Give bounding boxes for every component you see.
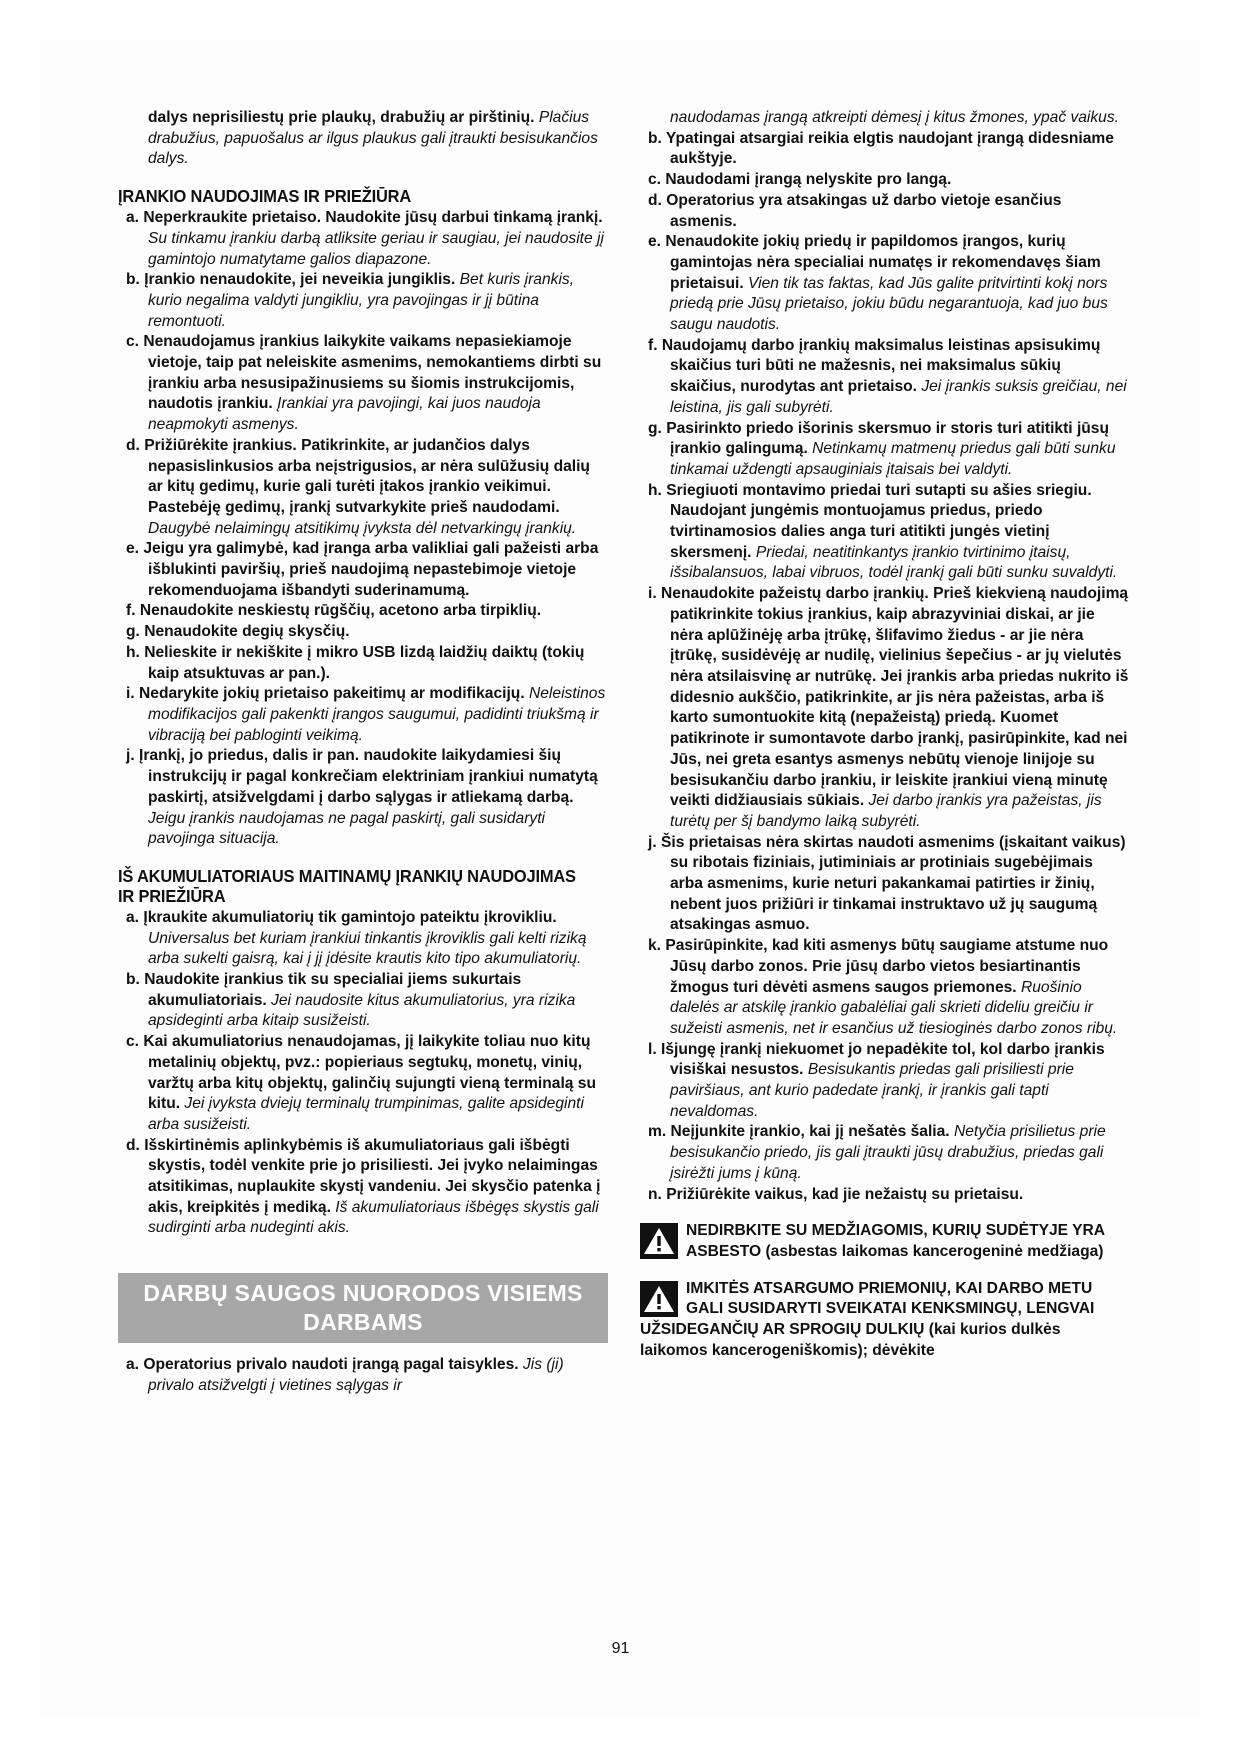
section-banner: DARBŲ SAUGOS NUORODOS VISIEMS DARBAMS bbox=[118, 1273, 608, 1343]
list-item: b. Ypatingai atsargiai reikia elgtis naudojant įrangą didesniame aukštyje. bbox=[648, 129, 1114, 168]
list-item: g. Nenaudokite degių skysčių. bbox=[126, 623, 350, 641]
list-item: l. Išjungę įrankį niekuomet jo nepadėkite tol, kol darbo įrankis visiškai nesustos. Besisukantis priedas gali prisiliesti prie paviršiaus, ant kurio padedate įrankį, ir įrankis gali tapti nevaldomas. bbox=[648, 1040, 1105, 1120]
list-item: a. Įkraukite akumuliatorių tik gamintojo pateiktu įkrovikliu. Universalus bet kuriam įrankiui tinkantis įkroviklis gali kelti riziką arba sukelti gaisrą, kai į jį įdėsite krautis kito tipo akumuliatorių. bbox=[126, 908, 587, 968]
list-item: c. Nenaudojamus įrankius laikykite vaikams nepasiekiamoje vietoje, taip pat neleiskite asmenims, nemokantiems dirbti su įrankiu arba nesusipažinusiems su šiomis instrukcijomis, naudotis įrankiu. Įrankiai yra pavojingi, kai juos naudoja neapmokyti asmenys. bbox=[126, 333, 602, 434]
list-item: c. Kai akumuliatorius nenaudojamas, jį laikykite toliau nuo kitų metalinių objektų, pvz.: popieriaus segtukų, monetų, vinių, varžtų arba kitų objektų, galinčių sujungti vieną terminalą su kitu. Jei įvyksta dviejų terminalų trumpinimas, galite apsideginti arba susižeisti. bbox=[126, 1033, 596, 1133]
list-item: g. Pasirinkto priedo išorinis skersmuo ir storis turi atitikti jūsų įrankio galingumą. Netinkamų matmenų priedus gali būti sunku tinkamai uždengti apsauginiais įtaisais bei valdyti. bbox=[648, 419, 1116, 478]
section2-list bbox=[118, 908, 608, 1239]
list-item: e. Jeigu yra galimybė, kad įranga arba valikliai gali pažeisti arba išblukinti paviršių, prieš naudojimą nepastebimoje vietoje rekomenduojama išbandyti suderinamumą. bbox=[126, 540, 599, 599]
list-item: a. Operatorius privalo naudoti įrangą pagal taisykles. Jis (ji) privalo atsižvelgti į vietines sąlygas ir bbox=[126, 1356, 564, 1394]
right-list bbox=[640, 129, 1130, 1206]
list-item: d. Prižiūrėkite įrankius. Patikrinkite, ar judančios dalys nepasislinkusios arba neįstrigusios, ar nėra sulūžusių dalių ar kitų gedimų, kurie gali turėti įtakos įrankio veikimui. Pastebėję gedimų, įrankį sutvarkykite prieš naudodami. Daugybė nelaimingų atsitikimų įvyksta dėl netvarkingų įrankių. bbox=[126, 436, 590, 537]
list-item: b. Įrankio nenaudokite, jei neveikia jungiklis. Bet kuris įrankis, kurio negalima valdyti jungikliu, yra pavojingas ir jį būtina remontuoti. bbox=[126, 271, 575, 330]
list-item: b. Naudokite įrankius tik su specialiai jiems sukurtais akumuliatoriais. Jei naudosite kitus akumuliatorius, yra rizika apsideginti arba kitaip susižeisti. bbox=[126, 971, 576, 1030]
page-number: 91 bbox=[611, 1640, 630, 1657]
warning-triangle-icon bbox=[640, 1223, 678, 1259]
section-title-battery-tools: IŠ AKUMULIATORIAUS MAITINAMŲ ĮRANKIŲ NAUDOJIMAS IR PRIEŽIŪRA bbox=[118, 865, 576, 906]
list-item: k. Pasirūpinkite, kad kiti asmenys būtų saugiame atstume nuo Jūsų darbo zonos. Prie jūsų darbo vietos besiartinantis žmogus turi dėvėti asmens saugos priemones. Ruošinio dalelės ar atskilę įrankio gabalėliai gali skrieti dideliu greičiu ir sužeisti asmenis, net ir esančius už tiesioginės darbo zonos ribų. bbox=[648, 937, 1118, 1037]
list-item: i. Nedarykite jokių prietaiso pakeitimų ar modifikacijų. Neleistinos modifikacijos gali pakenkti įrangos saugumui, padidinti triukšmą ir vibraciją bei pabloginti veikimą. bbox=[126, 685, 606, 744]
warning-triangle-icon bbox=[640, 1281, 678, 1317]
list-item: i. Nenaudokite pažeistų darbo įrankių. Prieš kiekvieną naudojimą patikrinkite tokius įrankius, kaip abrazyviniai diskai, ar jie nėra aplūžinėję arba įtrūkę, šlifavimo žiedus - ar jie nėra įtrūkę, susidėvėję ar nudilę, vielinius šepečius - ar jų vielutės nėra atsilaisvinę ar nutrūkę. Jei įrankis arba priedas nukrito iš didesnio aukščio, patikrinkite, ar jis nėra pažeistas, arba iš karto sumontuokite kitą (nepažeistą) priedą. Kuomet patikrinote ir sumontavote darbo įrankį, pasirūpinkite, kad nei Jūs, nei greta esantys asmenys nebūtų vienoje linijoje su besisukančiu darbo įrankiu, ir leiskite įrankiui vieną minutę veikti didžiausiais sūkiais. Jei darbo įrankis yra pažeistas, jis turėtų per šį bandymo laiką subyrėti. bbox=[648, 585, 1129, 830]
list-item: d. Operatorius yra atsakingas už darbo vietoje esančius asmenis. bbox=[648, 191, 1062, 230]
list-item: j. Šis prietaisas nėra skirtas naudoti asmenims (įskaitant vaikus) su ribotais fiziniais, jutiminiais ar protiniais sugebėjimais arba asmenims, kurie neturi pakankamai patirties ir žinių, nebent juos prižiūri ir tinkamai instruktavo už jų saugumą atsakingas asmuo. bbox=[648, 833, 1126, 934]
left-intro-bold: dalys neprisiliestų prie plaukų, drabužių ar pirštinių. bbox=[148, 109, 535, 126]
list-item: h. Nelieskite ir nekiškite į mikro USB lizdą laidžių daiktų (tokių kaip atsuktuvas ar pan.). bbox=[126, 643, 585, 682]
list-item: h. Sriegiuoti montavimo priedai turi sutapti su ašies sriegiu. Naudojant jungėmis montuojamus priedus, priedo tvirtinamosios dalies anga turi atitikti jungės vietinį skersmenį. Priedai, neatitinkantys įrankio tvirtinimo įtaisų, išsibalansuos, labai vibruos, todėl įrankį gali būti sunku suvaldyti. bbox=[648, 481, 1118, 582]
list-item: e. Nenaudokite jokių priedų ir papildomos įrangos, kurių gamintojas nėra specialiai numatęs ir rekomendavęs šiam prietaisui. Vien tik tas faktas, kad Jūs galite pritvirtinti kokį nors priedą prie Jūsų prietaiso, jokiu būdu negarantuoja, kad juo bus saugu naudotis. bbox=[648, 233, 1108, 334]
left-column bbox=[118, 108, 608, 1397]
right-column bbox=[640, 108, 1130, 1361]
list-item: f. Nenaudokite neskiestų rūgščių, acetono arba tirpiklių. bbox=[126, 602, 542, 620]
right-intro: naudodamas įrangą atkreipti dėmesį į kitus žmones, ypač vaikus. bbox=[670, 109, 1119, 126]
list-item: f. Naudojamų darbo įrankių maksimalus leistinas apsisukimų skaičius turi būti ne mažesnis, nei maksimalus sūkių skaičius, nurodytas ant prietaiso. Jei įrankis suksis greičiau, nei leistina, jis gali subyrėti. bbox=[648, 336, 1127, 416]
section1-list bbox=[118, 208, 608, 850]
section-title-tool-use: ĮRANKIO NAUDOJIMAS IR PRIEŽIŪRA bbox=[118, 186, 412, 207]
left-intro bbox=[148, 108, 608, 170]
warning-dust: IMKITĖS ATSARGUMO PRIEMONIŲ, KAI DARBO METU GALI SUSIDARYTI SVEIKATAI KENKSMINGŲ, LENGVAI UŽSIDEGANČIŲ AR SPROGIŲ DULKIŲ (kai kurios dulkės laikomos kancerogeniškomis); dėvėkite bbox=[640, 1279, 1095, 1359]
list-item: c. Naudodami įrangą nelyskite pro langą. bbox=[648, 171, 952, 189]
list-item: d. Išskirtinėmis aplinkybėmis iš akumuliatoriaus gali išbėgti skystis, todėl venkite prie jo prisiliesti. Jei įvyko nelaimingas atsitikimas, nuplaukite skystį vandeniu. Jei skysčio patenka į akis, kreipkitės į mediką. Iš akumuliatoriaus išbėgęs skystis gali sudirginti arba nudeginti akis. bbox=[126, 1136, 601, 1237]
warning-asbestos: NEDIRBKITE SU MEDŽIAGOMIS, KURIŲ SUDĖTYJE YRA ASBESTO (asbestas laikomas kancerogeninė medžiaga) bbox=[640, 1221, 1130, 1262]
left-intro-italic: Plačius drabužius, papuošalus ar ilgus plaukus gali įtraukti besisukančios dalys. bbox=[148, 109, 598, 168]
list-item: n. Prižiūrėkite vaikus, kad jie nežaistų su prietaisu. bbox=[648, 1185, 1024, 1203]
list-item: m. Neįjunkite įrankio, kai jį nešatės šalia. Netyčia prisilietus prie besisukančio priedo, jis gali įtraukti jūsų drabužius, priedas gali įsirėžti jums į kūną. bbox=[648, 1123, 1106, 1182]
list-item: a. Neperkraukite prietaiso. Naudokite jūsų darbui tinkamą įrankį. Su tinkamu įrankiu darbą atliksite geriau ir saugiau, jei naudosite jį gamintojo numatytame galios diapazone. bbox=[126, 209, 604, 268]
list-item: j. Įrankį, jo priedus, dalis ir pan. naudokite laikydamiesi šių instrukcijų ir pagal konkrečiam elektriniam įrankiui numatytą paskirtį, atsižvelgdami į darbo sąlygas ir atliekamą darbą. Jeigu įrankis naudojamas ne pagal paskirtį, gali susidaryti pavojinga situacija. bbox=[126, 747, 598, 848]
section3-list bbox=[118, 1355, 608, 1396]
